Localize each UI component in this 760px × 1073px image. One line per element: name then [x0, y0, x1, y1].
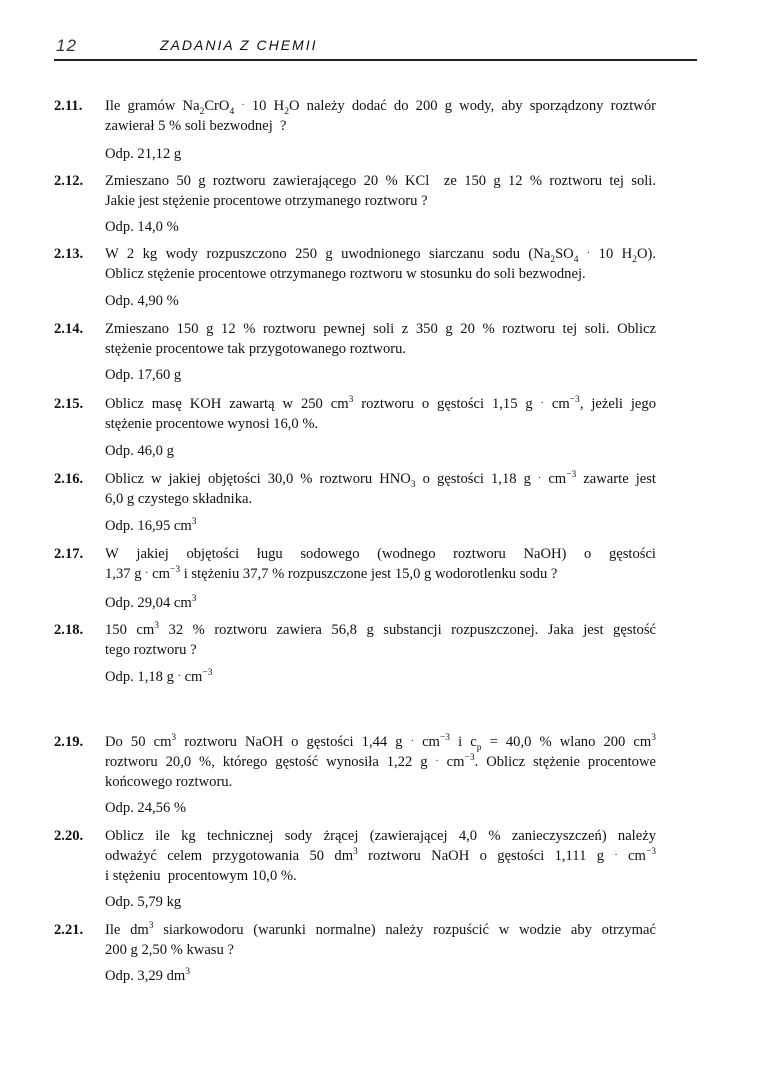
task-text-line: Oblicz stężenie procentowe otrzymanego roztworu w stosunku do soli bezwodnej. — [105, 266, 586, 282]
task-text-line: Oblicz masę KOH zawartą w 250 $cm^3$ roztworu o gęstości 1,15 $g \cdot cm^{-3}$, jeżeli jego — [105, 395, 656, 412]
task-text-line: Do 50 $cm^3$ roztworu NaOH o gęstości 1,44 $g \cdot cm^{-3}$ i $c_p = 40,0$ % wlano 200 $cm^3$ — [105, 733, 657, 753]
task-text — [105, 394, 656, 434]
task-2-16 — [54, 469, 656, 538]
task-number: 2.19. — [54, 734, 84, 750]
task-text-line: stężenie procentowe wynosi 16,0 %. — [105, 416, 319, 432]
task-answer: Odp. 14,0 % — [105, 219, 179, 235]
task-text — [105, 826, 656, 886]
task-answer: Odp. 24,56 % — [105, 800, 187, 816]
task-text — [105, 732, 656, 792]
task-2-15 — [54, 394, 656, 463]
task-text-line: i stężeniu procentowym 10,0 %. — [105, 868, 297, 884]
task-number: 2.21. — [54, 922, 84, 938]
task-2-17 — [54, 544, 656, 615]
task-text — [105, 171, 656, 211]
task-2-14 — [54, 319, 656, 387]
task-number: 2.15. — [54, 396, 84, 412]
task-number: 2.11. — [54, 98, 83, 114]
task-text — [105, 469, 656, 509]
task-text-line: 6,0 g czystego składnika. — [105, 491, 253, 507]
task-text-line: tego roztworu ? — [105, 642, 197, 658]
task-text-line: roztworu 20,0 %, którego gęstość wynosiła 1,22 $g \cdot cm^{-3}$. Oblicz stężenie procentowe — [105, 753, 656, 770]
task-text-line: 200 g 2,50 % kwasu ? — [105, 942, 234, 958]
task-answer: Odp. 5,79 kg — [105, 894, 182, 910]
task-text — [105, 96, 656, 136]
task-answer: Odp. 17,60 g — [105, 367, 182, 383]
task-answer: Odp. 16,95 $cm^3$ — [105, 517, 197, 534]
task-text-line: W jakiej objętości ługu sodowego (wodnego roztworu NaOH) o gęstości — [105, 546, 656, 562]
task-answer: Odp. 46,0 g — [105, 443, 174, 459]
task-2-18 — [54, 620, 656, 689]
task-answer: Odp. 29,04 $cm^3$ — [105, 594, 197, 611]
task-text-line: zawierał 5 % soli bezwodnej ? — [105, 118, 287, 134]
task-answer: Odp. 3,29 $dm^3$ — [105, 967, 191, 984]
task-text-line: odważyć celem przygotowania 50 $dm^3$ roztworu NaOH o gęstości 1,111 $g \cdot cm^{-3}$ — [105, 847, 656, 864]
task-text-line: 150 $cm^3$ 32 % roztworu zawiera 56,8 g substancji rozpuszczonej. Jaka jest gęstość — [105, 621, 657, 638]
task-2-19 — [54, 732, 656, 820]
task-answer: Odp. 4,90 % — [105, 293, 179, 309]
task-text-line: Zmieszano 50 g roztworu zawierającego 20 % KCl ze 150 g 12 % roztworu tej soli. — [105, 173, 656, 189]
task-text-line: 1,37 $g \cdot cm^{-3}$ i stężeniu 37,7 % rozpuszczone jest 15,0 g wodorotlenku sodu ? — [105, 565, 558, 582]
task-text — [105, 244, 656, 284]
task-text-line: Oblicz ile kg technicznej sody żrącej (zawierającej 4,0 % zanieczyszczeń) należy — [105, 828, 656, 844]
task-text-line: Zmieszano 150 g 12 % roztworu pewnej soli z 350 g 20 % roztworu tej soli. Oblicz — [105, 321, 656, 337]
task-number: 2.12. — [54, 173, 84, 189]
task-answer: Odp. 1,18 $g \cdot cm^{-3}$ — [105, 668, 213, 685]
task-number: 2.16. — [54, 471, 84, 487]
task-text-line: końcowego roztworu. — [105, 774, 233, 790]
task-2-13 — [54, 244, 656, 313]
page-title: ZADANIA Z CHEMII — [160, 37, 318, 53]
task-text — [105, 920, 656, 960]
task-text — [105, 544, 656, 584]
task-text-line: Jakie jest stężenie procentowe otrzymanego roztworu ? — [105, 193, 428, 209]
task-2-11 — [54, 96, 656, 166]
page-header — [54, 34, 697, 61]
task-text-line: Ile $dm^3$ siarkowodoru (warunki normalne) należy rozpuścić w wodzie aby otrzymać — [105, 921, 656, 938]
task-number: 2.14. — [54, 321, 84, 337]
task-text-line: W 2 kg wody rozpuszczono 250 g uwodnionego siarczanu sodu ($Na_2SO_4 \cdot 10$ $H_2O$). — [105, 246, 656, 265]
task-text-line: Ile gramów $Na_2CrO_4 \cdot 10$ $H_2O$ należy dodać do 200 g wody, aby sporządzony roztwór — [105, 98, 656, 117]
task-number: 2.13. — [54, 246, 84, 262]
task-text — [105, 620, 656, 660]
task-text-line: stężenie procentowe tak przygotowanego roztworu. — [105, 341, 407, 357]
task-2-21 — [54, 920, 656, 988]
task-number: 2.20. — [54, 828, 84, 844]
task-number: 2.17. — [54, 546, 84, 562]
task-number: 2.18. — [54, 622, 84, 638]
task-text-line: Oblicz w jakiej objętości 30,0 % roztworu $HNO_3$ o gęstości 1,18 $g \cdot cm^{-3}$ zawarte jest — [105, 470, 656, 490]
task-answer: Odp. 21,12 g — [105, 146, 182, 162]
task-text — [105, 319, 656, 359]
page-number: 12 — [56, 36, 77, 55]
task-2-12 — [54, 171, 656, 239]
task-2-20 — [54, 826, 656, 914]
